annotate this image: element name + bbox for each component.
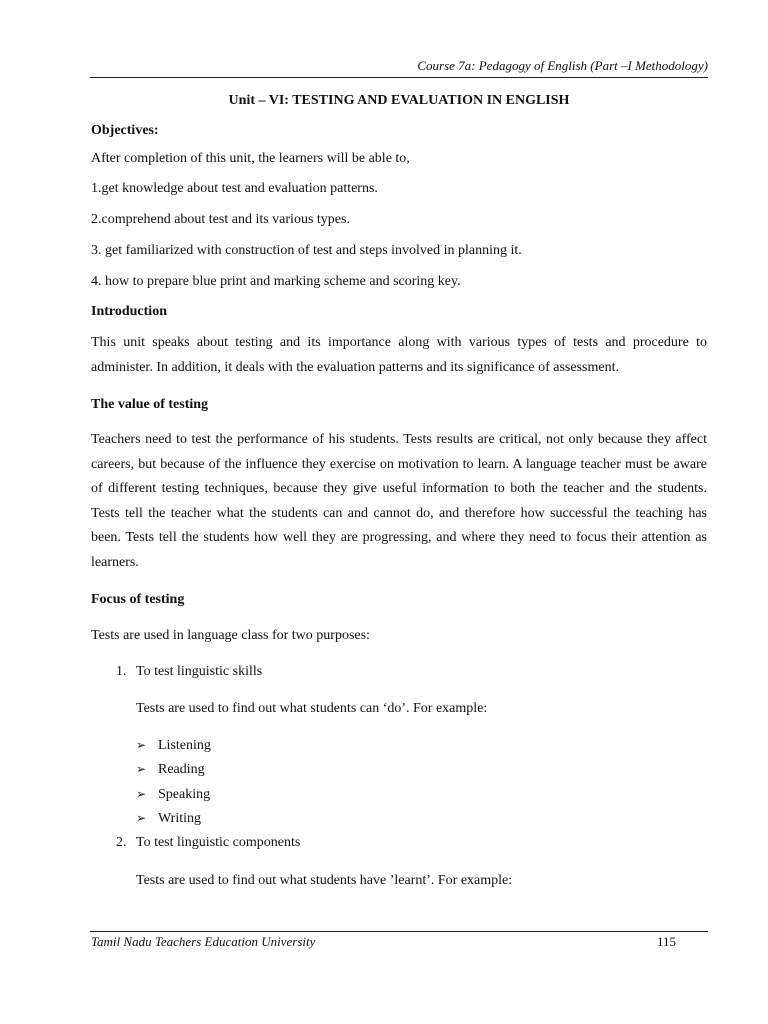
arrow-bullet-icon: ➢ xyxy=(136,811,147,825)
header-rule xyxy=(90,77,708,78)
list-number: 2. xyxy=(116,835,127,850)
objectives-intro: After completion of this unit, the learners will be able to, xyxy=(91,151,410,166)
objective-item: 4. how to prepare blue print and marking scheme and scoring key. xyxy=(91,274,461,289)
page-number: 115 xyxy=(657,934,677,949)
introduction-paragraph: This unit speaks about testing and its importance along with various types of tests and procedure to administer. In addition, it deals with the evaluation patterns and its significance of assessment. xyxy=(91,335,707,375)
bullet-item: ➢ Listening xyxy=(136,733,211,759)
bullet-item: ➢ Speaking xyxy=(136,782,210,808)
purpose-label: To test linguistic components xyxy=(136,835,301,850)
running-header: Course 7a: Pedagogy of English (Part –I Methodology) xyxy=(417,58,708,73)
arrow-bullet-icon: ➢ xyxy=(136,738,147,752)
value-of-testing-paragraph: Teachers need to test the performance of his students. Tests results are critical, not only because they affect careers, but because of the influence they exercise on motivation to learn. A language teacher must be aware of different testing techniques, because they give useful information to both the teacher and the students. Tests tell the teacher what the students can and cannot do, and therefore how successful the teaching has been. Tests tell the students how well they are progressing, and where they need to focus their attention as learners. xyxy=(91,432,707,570)
focus-of-testing-intro: Tests are used in language class for two purposes: xyxy=(91,628,370,643)
objective-item: 2.comprehend about test and its various types. xyxy=(91,212,350,227)
footer-institution: Tamil Nadu Teachers Education University xyxy=(91,934,316,949)
unit-title: Unit – VI: TESTING AND EVALUATION IN ENGLISH xyxy=(228,93,570,108)
purpose-label: To test linguistic skills xyxy=(136,664,263,679)
purpose-description: Tests are used to find out what students can ‘do’. For example: xyxy=(136,701,488,716)
purpose-description: Tests are used to find out what students have ’learnt’. For example: xyxy=(136,873,513,888)
arrow-bullet-icon: ➢ xyxy=(136,762,147,776)
value-of-testing-heading: The value of testing xyxy=(91,397,209,412)
list-number: 1. xyxy=(116,664,127,679)
footer-rule xyxy=(90,931,708,932)
bullet-item: ➢ Reading xyxy=(136,757,205,783)
objective-item: 3. get familiarized with construction of test and steps involved in planning it. xyxy=(91,243,522,258)
bullet-item: ➢ Writing xyxy=(136,806,201,832)
objective-item: 1.get knowledge about test and evaluation patterns. xyxy=(91,181,378,196)
focus-of-testing-heading: Focus of testing xyxy=(91,592,185,607)
introduction-heading: Introduction xyxy=(91,304,167,319)
arrow-bullet-icon: ➢ xyxy=(136,787,147,801)
objectives-heading: Objectives: xyxy=(91,123,159,138)
